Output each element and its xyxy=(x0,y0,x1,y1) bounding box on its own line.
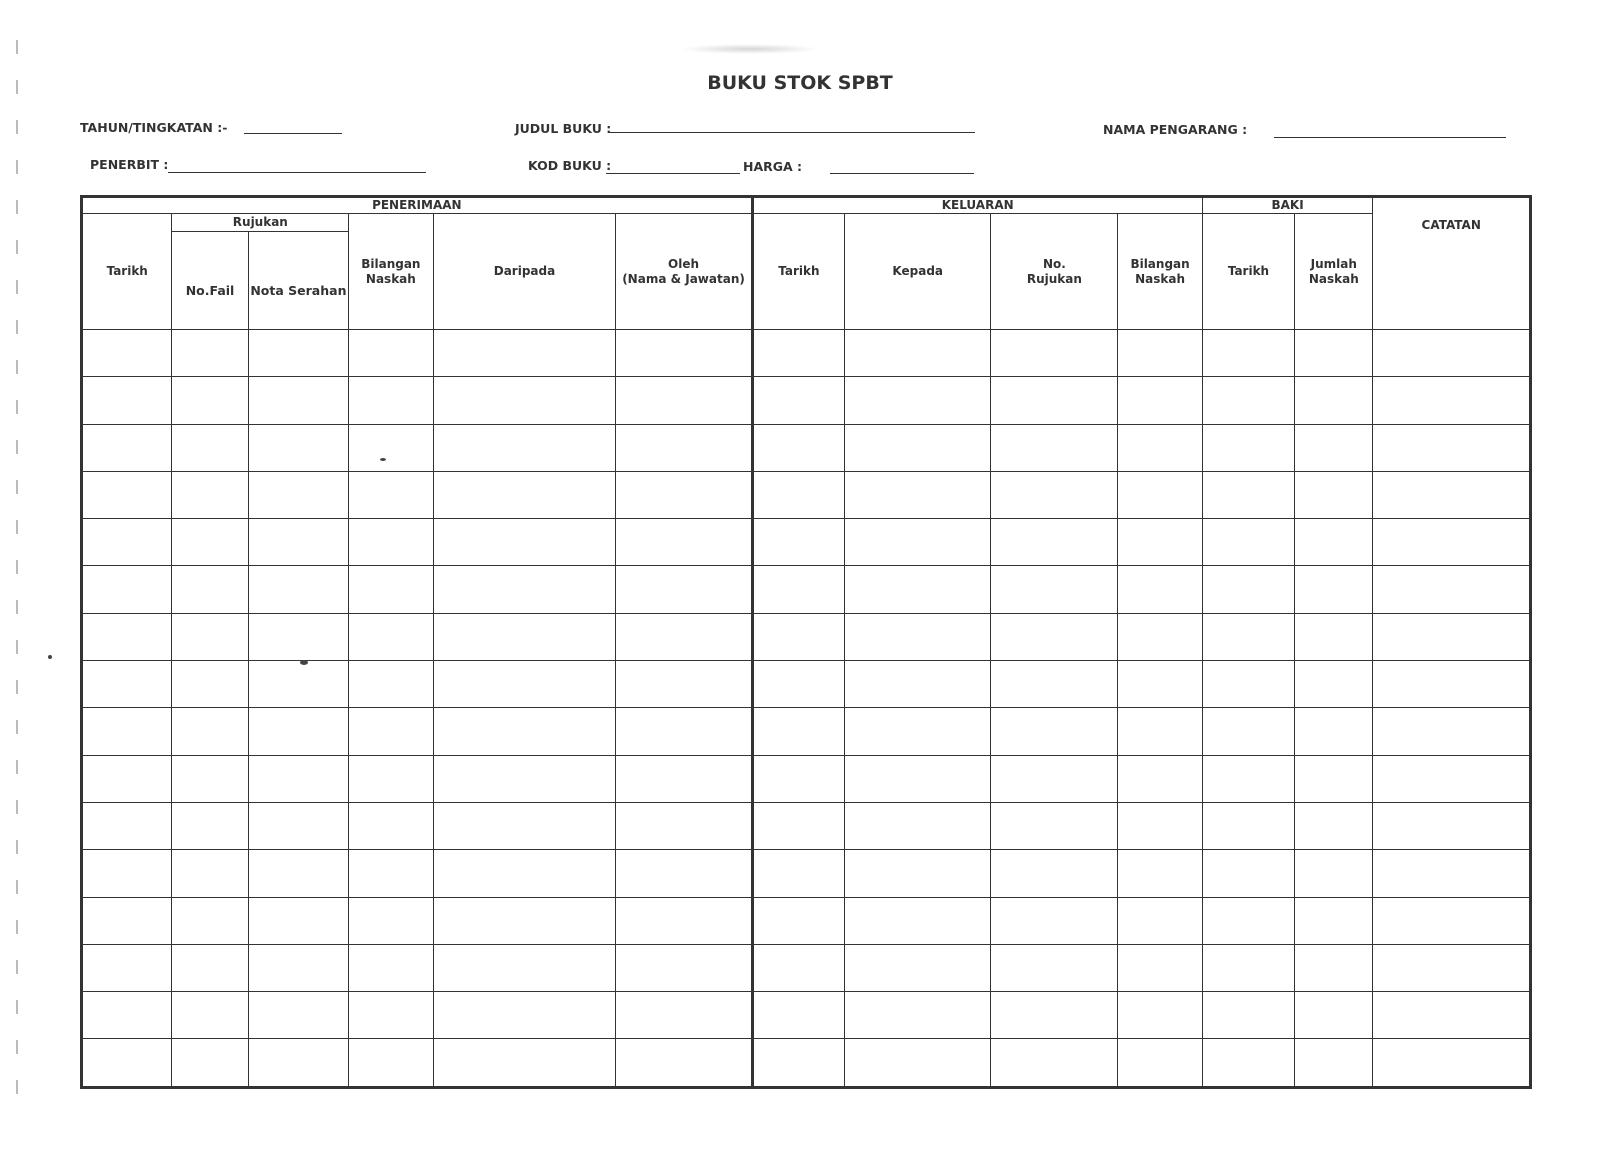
table-cell[interactable] xyxy=(752,708,844,755)
col-oleh xyxy=(616,214,752,330)
table-cell[interactable] xyxy=(172,613,248,660)
table-row xyxy=(82,755,1531,802)
field-harga[interactable] xyxy=(830,173,974,174)
table-cell[interactable] xyxy=(845,897,991,944)
table-cell[interactable] xyxy=(1295,897,1373,944)
table-cell[interactable] xyxy=(616,1039,752,1088)
table-cell[interactable] xyxy=(349,897,433,944)
table-cell[interactable] xyxy=(433,566,616,613)
naskah-line-2: Naskah xyxy=(365,271,416,286)
table-cell[interactable] xyxy=(248,377,349,424)
table-cell[interactable] xyxy=(616,708,752,755)
table-cell[interactable] xyxy=(752,661,844,708)
group-baki: BAKI xyxy=(1202,197,1373,214)
table-cell[interactable] xyxy=(616,613,752,660)
table-cell[interactable] xyxy=(1373,471,1531,518)
table-row xyxy=(82,613,1531,660)
col-no-rujukan xyxy=(991,214,1118,330)
table-cell[interactable] xyxy=(752,1039,844,1088)
table-cell[interactable] xyxy=(845,944,991,991)
table-cell[interactable] xyxy=(1295,850,1373,897)
col-penerimaan-tarikh: Tarikh xyxy=(82,214,172,330)
table-cell[interactable] xyxy=(1373,897,1531,944)
table-cell[interactable] xyxy=(991,330,1118,377)
table-cell[interactable] xyxy=(172,802,248,849)
table-cell[interactable] xyxy=(1118,377,1202,424)
table-cell[interactable] xyxy=(349,944,433,991)
table-cell[interactable] xyxy=(349,377,433,424)
table-cell[interactable] xyxy=(82,802,172,849)
table-row xyxy=(82,377,1531,424)
table-cell[interactable] xyxy=(1202,377,1294,424)
table-row xyxy=(82,519,1531,566)
table-cell[interactable] xyxy=(991,566,1118,613)
table-cell[interactable] xyxy=(433,755,616,802)
table-row xyxy=(82,992,1531,1039)
table-row xyxy=(82,850,1531,897)
table-cell[interactable] xyxy=(1373,850,1531,897)
group-keluaran: KELUARAN xyxy=(752,197,1202,214)
table-cell[interactable] xyxy=(991,802,1118,849)
table-cell[interactable] xyxy=(616,471,752,518)
table-cell[interactable] xyxy=(433,1039,616,1088)
table-cell[interactable] xyxy=(1373,992,1531,1039)
table-cell[interactable] xyxy=(172,330,248,377)
table-cell[interactable] xyxy=(1118,802,1202,849)
table-cell[interactable] xyxy=(845,992,991,1039)
table-cell[interactable] xyxy=(433,850,616,897)
table-cell[interactable] xyxy=(349,519,433,566)
stock-table-body xyxy=(82,330,1531,1088)
table-cell[interactable] xyxy=(1373,330,1531,377)
table-cell[interactable] xyxy=(172,755,248,802)
table-cell[interactable] xyxy=(1373,519,1531,566)
table-cell[interactable] xyxy=(1295,377,1373,424)
table-cell[interactable] xyxy=(1118,1039,1202,1088)
table-cell[interactable] xyxy=(1202,1039,1294,1088)
table-cell[interactable] xyxy=(248,519,349,566)
table-cell[interactable] xyxy=(752,613,844,660)
table-cell[interactable] xyxy=(1295,519,1373,566)
table-cell[interactable] xyxy=(1295,424,1373,471)
table-cell[interactable] xyxy=(82,330,172,377)
naskah-line-2: Naskah xyxy=(1135,271,1186,286)
table-cell[interactable] xyxy=(1373,802,1531,849)
table-cell[interactable] xyxy=(1295,708,1373,755)
table-cell[interactable] xyxy=(616,802,752,849)
table-cell[interactable] xyxy=(82,944,172,991)
label-penerbit: PENERBIT : xyxy=(90,157,169,172)
scan-speck xyxy=(380,458,386,461)
table-cell[interactable] xyxy=(248,708,349,755)
table-cell[interactable] xyxy=(349,566,433,613)
table-cell[interactable] xyxy=(1118,992,1202,1039)
col-kepada: Kepada xyxy=(845,214,991,330)
col-jumlah-naskah xyxy=(1295,214,1373,330)
table-row xyxy=(82,1039,1531,1088)
table-row xyxy=(82,471,1531,518)
field-nama-pengarang[interactable] xyxy=(1274,137,1506,138)
table-cell[interactable] xyxy=(248,471,349,518)
naskah-line-2: Naskah xyxy=(1308,271,1359,286)
table-cell[interactable] xyxy=(845,377,991,424)
table-row xyxy=(82,424,1531,471)
label-harga: HARGA : xyxy=(743,159,803,174)
table-cell[interactable] xyxy=(248,755,349,802)
table-cell[interactable] xyxy=(349,471,433,518)
table-cell[interactable] xyxy=(172,471,248,518)
stock-table xyxy=(80,195,1532,1089)
table-cell[interactable] xyxy=(172,377,248,424)
col-no-fail: No.Fail xyxy=(172,232,248,330)
table-cell[interactable] xyxy=(1202,992,1294,1039)
table-cell[interactable] xyxy=(248,897,349,944)
table-cell[interactable] xyxy=(616,566,752,613)
table-cell[interactable] xyxy=(616,944,752,991)
field-judul-buku[interactable] xyxy=(609,132,975,133)
table-cell[interactable] xyxy=(616,755,752,802)
table-cell[interactable] xyxy=(248,944,349,991)
table-cell[interactable] xyxy=(82,1039,172,1088)
table-cell[interactable] xyxy=(349,330,433,377)
form-title: BUKU STOK SPBT xyxy=(707,72,893,94)
table-cell[interactable] xyxy=(991,850,1118,897)
table-cell[interactable] xyxy=(172,992,248,1039)
table-cell[interactable] xyxy=(82,850,172,897)
table-cell[interactable] xyxy=(172,897,248,944)
table-cell[interactable] xyxy=(991,471,1118,518)
no-rujukan-line-2: Rujukan xyxy=(1026,271,1082,286)
table-cell[interactable] xyxy=(1118,850,1202,897)
table-cell[interactable] xyxy=(172,566,248,613)
table-cell[interactable] xyxy=(616,424,752,471)
table-cell[interactable] xyxy=(845,661,991,708)
table-cell[interactable] xyxy=(616,992,752,1039)
table-cell[interactable] xyxy=(845,471,991,518)
table-cell[interactable] xyxy=(845,519,991,566)
table-cell[interactable] xyxy=(1295,1039,1373,1088)
table-cell[interactable] xyxy=(1202,755,1294,802)
table-cell[interactable] xyxy=(1118,471,1202,518)
table-cell[interactable] xyxy=(1202,566,1294,613)
table-cell[interactable] xyxy=(433,519,616,566)
table-cell[interactable] xyxy=(433,708,616,755)
scan-page-edge xyxy=(16,40,18,1100)
table-cell[interactable] xyxy=(433,802,616,849)
table-cell[interactable] xyxy=(248,992,349,1039)
table-cell[interactable] xyxy=(82,424,172,471)
table-cell[interactable] xyxy=(1202,661,1294,708)
table-cell[interactable] xyxy=(752,802,844,849)
table-cell[interactable] xyxy=(248,1039,349,1088)
table-cell[interactable] xyxy=(1373,424,1531,471)
table-cell[interactable] xyxy=(1118,661,1202,708)
table-cell[interactable] xyxy=(752,897,844,944)
col-daripada: Daripada xyxy=(433,214,616,330)
table-cell[interactable] xyxy=(1202,708,1294,755)
table-cell[interactable] xyxy=(1202,802,1294,849)
table-cell[interactable] xyxy=(1202,897,1294,944)
table-cell[interactable] xyxy=(991,519,1118,566)
jumlah-line-1: Jumlah xyxy=(1310,256,1357,271)
table-cell[interactable] xyxy=(1202,944,1294,991)
table-cell[interactable] xyxy=(1118,708,1202,755)
table-cell[interactable] xyxy=(349,755,433,802)
table-cell[interactable] xyxy=(349,424,433,471)
no-rujukan-line-1: No. xyxy=(1042,256,1066,271)
table-cell[interactable] xyxy=(752,519,844,566)
table-row xyxy=(82,330,1531,377)
table-cell[interactable] xyxy=(248,850,349,897)
table-cell[interactable] xyxy=(349,802,433,849)
table-cell[interactable] xyxy=(433,944,616,991)
table-cell[interactable] xyxy=(1295,944,1373,991)
table-cell[interactable] xyxy=(1373,613,1531,660)
table-cell[interactable] xyxy=(82,471,172,518)
table-cell[interactable] xyxy=(1295,755,1373,802)
table-cell[interactable] xyxy=(991,424,1118,471)
table-cell[interactable] xyxy=(172,944,248,991)
table-cell[interactable] xyxy=(248,802,349,849)
subgroup-rujukan: Rujukan xyxy=(172,214,349,232)
table-cell[interactable] xyxy=(752,850,844,897)
table-cell[interactable] xyxy=(248,330,349,377)
table-cell[interactable] xyxy=(1373,708,1531,755)
table-cell[interactable] xyxy=(1118,613,1202,660)
table-row xyxy=(82,708,1531,755)
table-cell[interactable] xyxy=(845,1039,991,1088)
table-cell[interactable] xyxy=(845,424,991,471)
col-catatan: CATATAN xyxy=(1373,197,1531,330)
table-cell[interactable] xyxy=(752,377,844,424)
table-cell[interactable] xyxy=(1202,613,1294,660)
table-cell[interactable] xyxy=(1295,992,1373,1039)
table-cell[interactable] xyxy=(1118,897,1202,944)
table-cell[interactable] xyxy=(616,897,752,944)
table-cell[interactable] xyxy=(1118,944,1202,991)
table-cell[interactable] xyxy=(248,613,349,660)
oleh-line-2: (Nama & Jawatan) xyxy=(622,271,745,286)
table-cell[interactable] xyxy=(616,661,752,708)
scan-smudge xyxy=(680,44,820,54)
table-cell[interactable] xyxy=(82,613,172,660)
table-cell[interactable] xyxy=(82,897,172,944)
table-cell[interactable] xyxy=(1295,802,1373,849)
table-row xyxy=(82,802,1531,849)
table-cell[interactable] xyxy=(349,1039,433,1088)
table-cell[interactable] xyxy=(82,708,172,755)
table-cell[interactable] xyxy=(752,566,844,613)
table-cell[interactable] xyxy=(433,424,616,471)
label-tahun-tingkatan: TAHUN/TINGKATAN :- xyxy=(80,120,228,135)
table-cell[interactable] xyxy=(1373,661,1531,708)
table-cell[interactable] xyxy=(1118,330,1202,377)
table-cell[interactable] xyxy=(1118,566,1202,613)
table-cell[interactable] xyxy=(1118,424,1202,471)
table-cell[interactable] xyxy=(433,330,616,377)
table-cell[interactable] xyxy=(172,424,248,471)
table-cell[interactable] xyxy=(845,850,991,897)
table-cell[interactable] xyxy=(82,377,172,424)
table-cell[interactable] xyxy=(433,992,616,1039)
table-cell[interactable] xyxy=(991,755,1118,802)
label-judul-buku: JUDUL BUKU : xyxy=(515,121,612,136)
group-penerimaan: PENERIMAAN xyxy=(82,197,753,214)
table-cell[interactable] xyxy=(248,661,349,708)
table-cell[interactable] xyxy=(991,661,1118,708)
table-cell[interactable] xyxy=(752,471,844,518)
table-cell[interactable] xyxy=(433,613,616,660)
table-cell[interactable] xyxy=(1202,850,1294,897)
col-penerimaan-bilangan-naskah xyxy=(349,214,433,330)
field-tahun-tingkatan[interactable] xyxy=(244,133,342,134)
table-cell[interactable] xyxy=(433,377,616,424)
table-cell[interactable] xyxy=(349,661,433,708)
table-cell[interactable] xyxy=(752,424,844,471)
table-cell[interactable] xyxy=(752,992,844,1039)
table-cell[interactable] xyxy=(82,661,172,708)
table-cell[interactable] xyxy=(1295,613,1373,660)
table-cell[interactable] xyxy=(82,755,172,802)
table-cell[interactable] xyxy=(1295,566,1373,613)
table-cell[interactable] xyxy=(433,471,616,518)
table-cell[interactable] xyxy=(991,897,1118,944)
label-kod-buku: KOD BUKU : xyxy=(528,158,612,173)
table-cell[interactable] xyxy=(349,992,433,1039)
table-cell[interactable] xyxy=(1373,566,1531,613)
table-cell[interactable] xyxy=(1202,471,1294,518)
table-cell[interactable] xyxy=(82,519,172,566)
table-cell[interactable] xyxy=(1202,424,1294,471)
label-nama-pengarang: NAMA PENGARANG : xyxy=(1103,122,1248,137)
col-nota-serahan: Nota Serahan xyxy=(248,232,349,330)
table-cell[interactable] xyxy=(172,850,248,897)
table-cell[interactable] xyxy=(991,1039,1118,1088)
table-cell[interactable] xyxy=(616,519,752,566)
scan-speck xyxy=(300,660,308,665)
field-kod-buku[interactable] xyxy=(606,173,740,174)
oleh-line-1: Oleh xyxy=(668,256,700,271)
table-row xyxy=(82,661,1531,708)
table-cell[interactable] xyxy=(433,661,616,708)
table-cell[interactable] xyxy=(1295,471,1373,518)
table-cell[interactable] xyxy=(1118,755,1202,802)
table-cell[interactable] xyxy=(248,566,349,613)
table-cell[interactable] xyxy=(616,850,752,897)
table-cell[interactable] xyxy=(248,424,349,471)
table-cell[interactable] xyxy=(172,519,248,566)
table-cell[interactable] xyxy=(349,708,433,755)
col-keluaran-tarikh: Tarikh xyxy=(752,214,844,330)
table-cell[interactable] xyxy=(845,613,991,660)
table-cell[interactable] xyxy=(991,992,1118,1039)
table-cell[interactable] xyxy=(1202,330,1294,377)
table-cell[interactable] xyxy=(991,708,1118,755)
table-cell[interactable] xyxy=(172,708,248,755)
table-cell[interactable] xyxy=(991,377,1118,424)
table-cell[interactable] xyxy=(1373,755,1531,802)
table-cell[interactable] xyxy=(1373,377,1531,424)
table-cell[interactable] xyxy=(616,377,752,424)
table-cell[interactable] xyxy=(752,944,844,991)
table-cell[interactable] xyxy=(752,330,844,377)
table-cell[interactable] xyxy=(433,897,616,944)
table-cell[interactable] xyxy=(172,661,248,708)
table-cell[interactable] xyxy=(82,566,172,613)
table-cell[interactable] xyxy=(845,330,991,377)
table-cell[interactable] xyxy=(616,330,752,377)
col-keluaran-bilangan-naskah xyxy=(1118,214,1202,330)
bilangan-line-1: Bilangan xyxy=(1130,256,1190,271)
table-cell[interactable] xyxy=(1295,661,1373,708)
table-cell[interactable] xyxy=(1373,1039,1531,1088)
table-cell[interactable] xyxy=(1202,519,1294,566)
table-cell[interactable] xyxy=(1295,330,1373,377)
table-row xyxy=(82,944,1531,991)
table-cell[interactable] xyxy=(349,613,433,660)
table-row xyxy=(82,897,1531,944)
table-cell[interactable] xyxy=(991,613,1118,660)
table-cell[interactable] xyxy=(1118,519,1202,566)
bilangan-line-1: Bilangan xyxy=(361,256,421,271)
scan-speck xyxy=(48,655,52,659)
table-cell[interactable] xyxy=(845,802,991,849)
table-cell[interactable] xyxy=(1373,944,1531,991)
field-penerbit[interactable] xyxy=(168,172,426,173)
col-baki-tarikh: Tarikh xyxy=(1202,214,1294,330)
table-row xyxy=(82,566,1531,613)
table-cell[interactable] xyxy=(172,1039,248,1088)
table-cell[interactable] xyxy=(991,944,1118,991)
table-cell[interactable] xyxy=(845,708,991,755)
table-cell[interactable] xyxy=(82,992,172,1039)
table-cell[interactable] xyxy=(845,755,991,802)
table-cell[interactable] xyxy=(752,755,844,802)
table-cell[interactable] xyxy=(845,566,991,613)
table-cell[interactable] xyxy=(349,850,433,897)
